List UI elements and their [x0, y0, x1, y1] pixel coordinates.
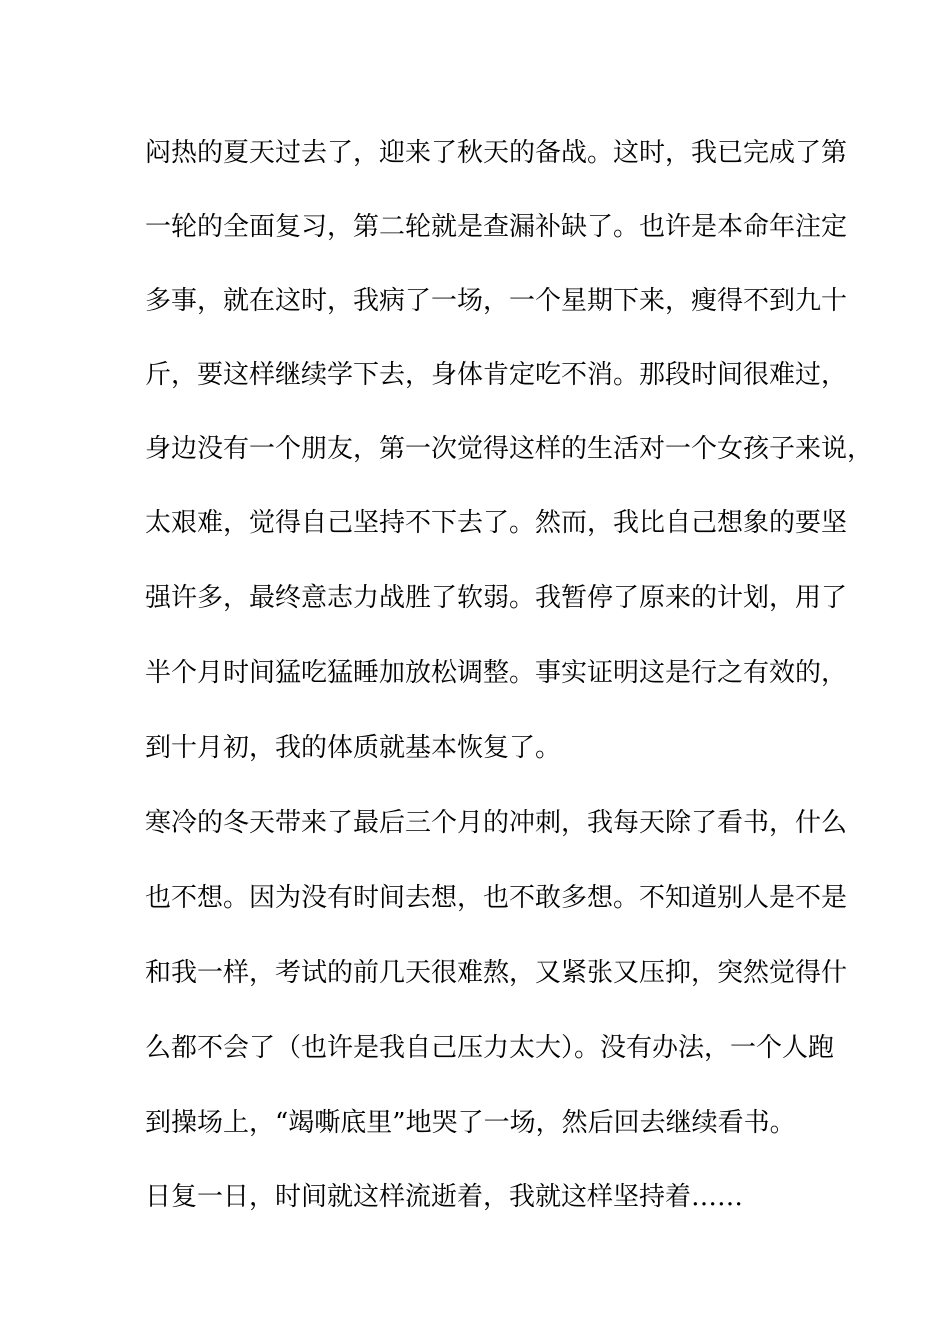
text-line: 多事，就在这时，我病了一场，一个星期下来，瘦得不到九十	[145, 286, 848, 316]
text-line: 身边没有一个朋友，第一次觉得这样的生活对一个女孩子来说，	[145, 434, 874, 464]
text-line: 斤，要这样继续学下去，身体肯定吃不消。那段时间很难过，	[145, 360, 848, 390]
text-line: 寒冷的冬天带来了最后三个月的冲刺，我每天除了看书，什么	[145, 808, 848, 838]
text-line: 半个月时间猛吃猛睡加放松调整。事实证明这是行之有效的，	[145, 658, 848, 688]
text-line: 也不想。因为没有时间去想，也不敢多想。不知道别人是不是	[145, 883, 848, 913]
text-line: 强许多，最终意志力战胜了软弱。我暂停了原来的计划，用了	[145, 583, 848, 613]
text-line: 到十月初，我的体质就基本恢复了。	[145, 733, 562, 763]
text-line: 闷热的夏天过去了，迎来了秋天的备战。这时，我已完成了第	[145, 138, 848, 168]
text-line: 和我一样，考试的前几天很难熬，又紧张又压抑，突然觉得什	[145, 958, 848, 988]
text-line: 太艰难，觉得自己坚持不下去了。然而，我比自己想象的要坚	[145, 508, 848, 538]
text-line: 一轮的全面复习，第二轮就是查漏补缺了。也许是本命年注定	[145, 212, 848, 242]
text-line: 么都不会了（也许是我自己压力太大）。没有办法，一个人跑	[145, 1033, 835, 1063]
text-line: 日复一日，时间就这样流逝着，我就这样坚持着……	[145, 1182, 744, 1212]
text-line: 到操场上，“竭嘶底里”地哭了一场，然后回去继续看书。	[145, 1108, 796, 1138]
